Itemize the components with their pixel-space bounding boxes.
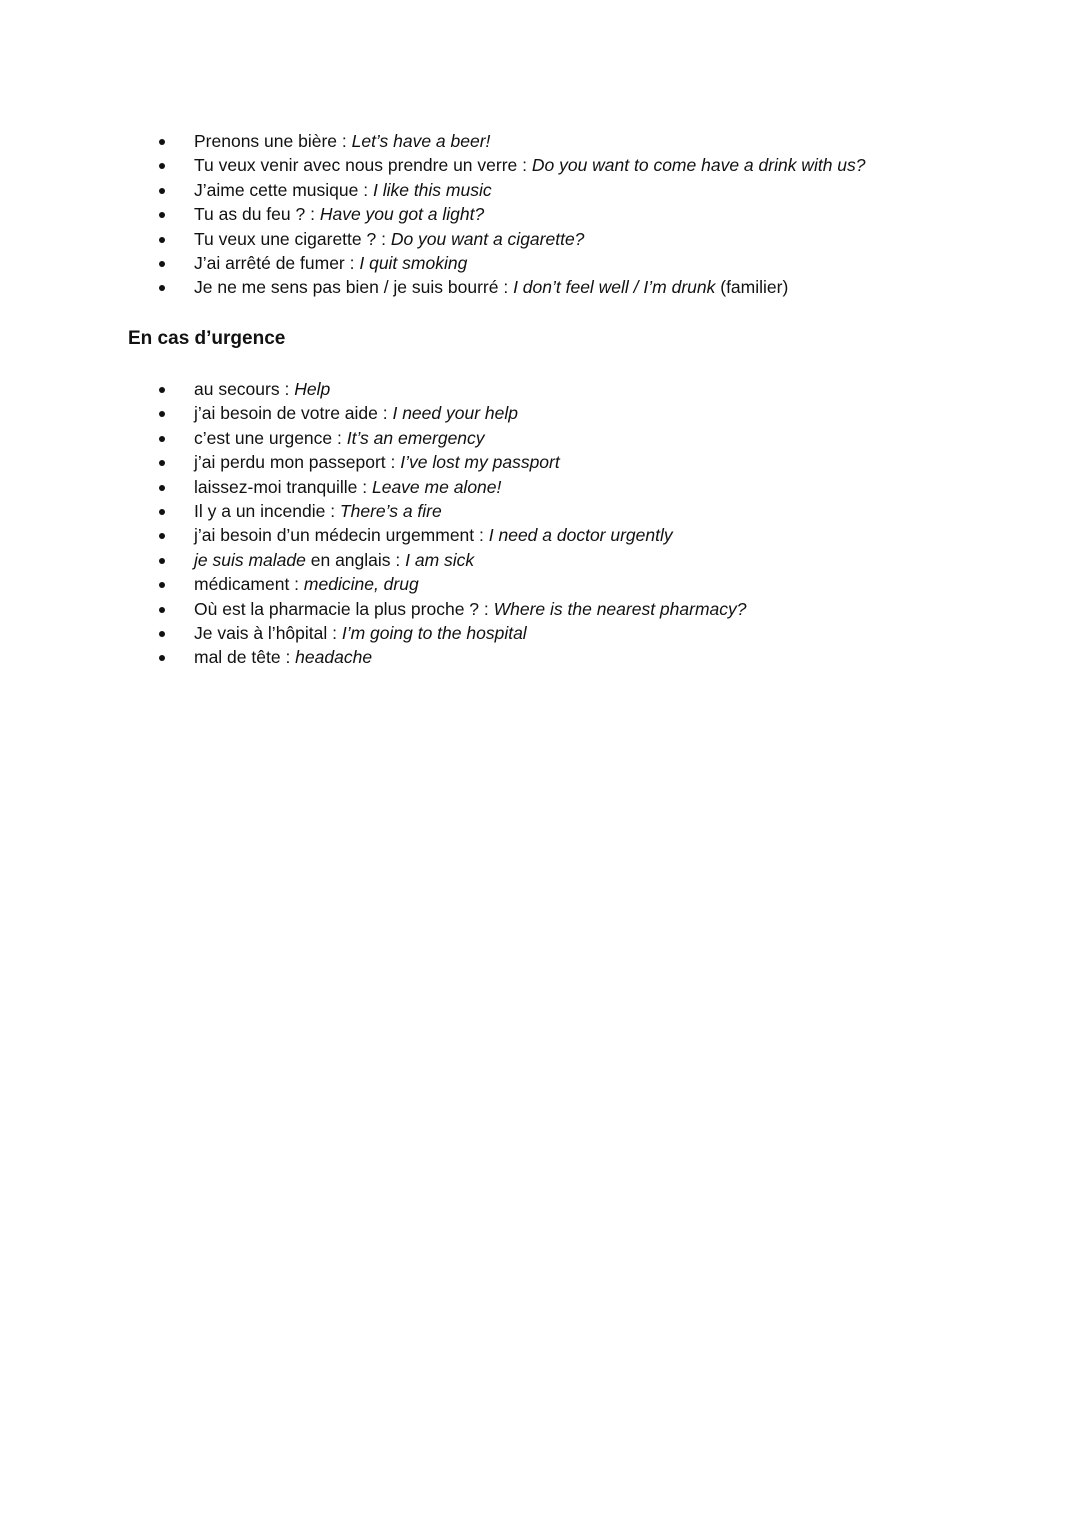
french-phrase: j’ai besoin de votre aide : [194, 403, 393, 424]
list-item [128, 227, 1028, 251]
bullet-icon [159, 411, 165, 417]
french-phrase: J’ai arrêté de fumer : [194, 252, 360, 273]
bullet-icon [159, 607, 165, 613]
bullet-icon [159, 188, 165, 194]
bullet-icon [159, 582, 165, 588]
register-note: (familier) [715, 277, 789, 298]
french-phrase: laissez-moi tranquille : [194, 476, 372, 497]
english-translation: It’s an emergency [346, 427, 485, 448]
french-phrase: Tu as du feu ? : [194, 204, 320, 225]
english-translation: I don’t feel well / I’m drunk [513, 277, 716, 298]
list-item [128, 251, 1028, 275]
list-item [128, 401, 1028, 425]
french-phrase: au secours : [194, 379, 295, 399]
bullet-icon [159, 285, 165, 291]
french-phrase: Il y a un incendie : [194, 500, 340, 521]
french-phrase: Où est la pharmacie la plus proche ? : [194, 598, 494, 619]
english-translation: Where is the nearest pharmacy? [493, 598, 747, 619]
list-item [128, 450, 1028, 474]
english-translation: I am sick [405, 549, 475, 570]
bullet-icon [159, 509, 165, 515]
french-phrase: j’ai perdu mon passeport : [194, 452, 401, 473]
english-translation: Do you want to come have a drink with us? [531, 155, 866, 176]
english-translation: There’s a fire [339, 500, 442, 521]
english-translation: I like this music [372, 179, 492, 200]
list-item [128, 621, 1028, 645]
list-item [128, 597, 1028, 621]
french-phrase: en anglais : [305, 549, 406, 570]
bullet-icon [159, 655, 165, 661]
french-phrase: J’aime cette musique : [194, 179, 373, 200]
section-heading-emergency: En cas d’urgence [128, 328, 286, 349]
list-item [128, 475, 1028, 499]
english-translation: Leave me alone! [371, 476, 502, 497]
english-translation: I’m going to the hospital [341, 622, 527, 643]
list-item [128, 548, 1028, 572]
french-phrase: c’est une urgence : [194, 427, 347, 448]
english-translation: headache [295, 647, 373, 668]
french-phrase: Je ne me sens pas bien / je suis bourré : [194, 277, 514, 298]
list-item [128, 178, 1028, 202]
english-translation: I need your help [392, 403, 518, 424]
list-item [128, 499, 1028, 523]
english-translation: Let’s have a beer! [351, 131, 491, 151]
english-translation: medicine, drug [303, 574, 419, 595]
french-phrase: Tu veux venir avec nous prendre un verre : [194, 155, 532, 176]
french-phrase: Prenons une bière : [194, 131, 352, 151]
bullet-icon [159, 387, 165, 393]
list-item [128, 153, 1028, 177]
list-item [128, 645, 1028, 669]
bullet-icon [159, 163, 165, 169]
list-item [128, 572, 1028, 596]
english-translation: I’ve lost my passport [400, 452, 560, 473]
list-item [128, 377, 1028, 401]
english-translation: I need a doctor urgently [488, 525, 673, 546]
french-phrase: Tu veux une cigarette ? : [194, 228, 391, 249]
bullet-icon [159, 212, 165, 218]
emergency-phrase-list [128, 377, 1028, 670]
list-item [128, 426, 1028, 450]
bullet-icon [159, 558, 165, 564]
bullet-icon [159, 139, 165, 145]
bullet-icon [159, 631, 165, 637]
list-item [128, 129, 1028, 153]
french-phrase: j’ai besoin d’un médecin urgemment : [194, 525, 489, 546]
bullet-icon [159, 436, 165, 442]
english-translation: Do you want a cigarette? [390, 228, 585, 249]
list-item [128, 523, 1028, 547]
french-phrase: médicament : [194, 574, 304, 595]
english-translation: Have you got a light? [319, 204, 485, 225]
bullet-icon [159, 485, 165, 491]
list-item [128, 202, 1028, 226]
english-translation: I quit smoking [359, 252, 468, 273]
bullet-icon [159, 533, 165, 539]
bullet-icon [159, 237, 165, 243]
french-phrase: mal de tête : [194, 647, 296, 668]
french-phrase-italic: je suis malade [194, 549, 306, 570]
list-item [128, 275, 1028, 299]
english-translation: Help [294, 379, 331, 399]
french-phrase: Je vais à l’hôpital : [194, 622, 342, 643]
social-phrase-list [128, 129, 1028, 300]
bullet-icon [159, 261, 165, 267]
bullet-icon [159, 460, 165, 466]
